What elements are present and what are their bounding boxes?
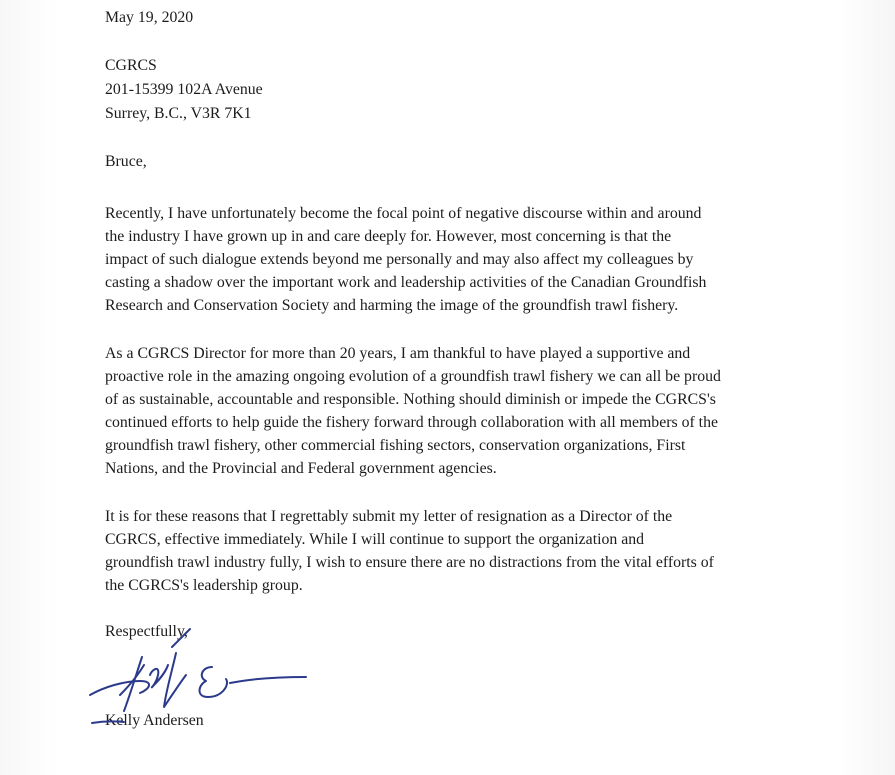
paragraph-line: casting a shadow over the important work and leadership activities of the Canadian Groundfish	[105, 274, 707, 291]
paragraph-line: the industry I have grown up in and care deeply for. However, most concerning is that the	[105, 228, 672, 245]
paragraph-line: Research and Conservation Society and harming the image of the groundfish trawl fishery.	[105, 297, 679, 314]
paragraph-line: of as sustainable, accountable and responsible. Nothing should diminish or impede the CGRCS's	[105, 391, 716, 408]
handwritten-signature	[80, 625, 320, 745]
recipient-org: CGRCS	[105, 57, 157, 74]
paragraph-line: It is for these reasons that I regrettably submit my letter of resignation as a Director of the	[105, 508, 673, 525]
signer-name: Kelly Andersen	[105, 712, 204, 729]
paragraph-line: As a CGRCS Director for more than 20 years, I am thankful to have played a supportive and	[105, 345, 691, 362]
paragraph-line: Recently, I have unfortunately become the focal point of negative discourse within and around	[105, 205, 702, 222]
paragraph-line: proactive role in the amazing ongoing evolution of a groundfish trawl fishery we can all be proud	[105, 368, 721, 385]
recipient-city: Surrey, B.C., V3R 7K1	[105, 105, 252, 122]
paragraph-line: groundfish trawl industry fully, I wish to ensure there are no distractions from the vital efforts of	[105, 554, 714, 571]
recipient-street: 201-15399 102A Avenue	[105, 81, 263, 98]
paragraph-line: Nations, and the Provincial and Federal government agencies.	[105, 460, 497, 477]
paragraph-line: impact of such dialogue extends beyond me personally and may also affect my colleagues by	[105, 251, 694, 268]
paragraph-line: the CGRCS's leadership group.	[105, 577, 303, 594]
salutation: Bruce,	[105, 153, 147, 170]
paragraph-line: groundfish trawl fishery, other commercial fishing sectors, conservation organizations, First	[105, 437, 686, 454]
letter-date: May 19, 2020	[105, 9, 194, 26]
paragraph-line: CGRCS, effective immediately. While I will continue to support the organization and	[105, 531, 645, 548]
closing: Respectfully,	[105, 623, 188, 640]
paragraph-line: continued efforts to help guide the fishery forward through collaboration with all members of the	[105, 414, 718, 431]
